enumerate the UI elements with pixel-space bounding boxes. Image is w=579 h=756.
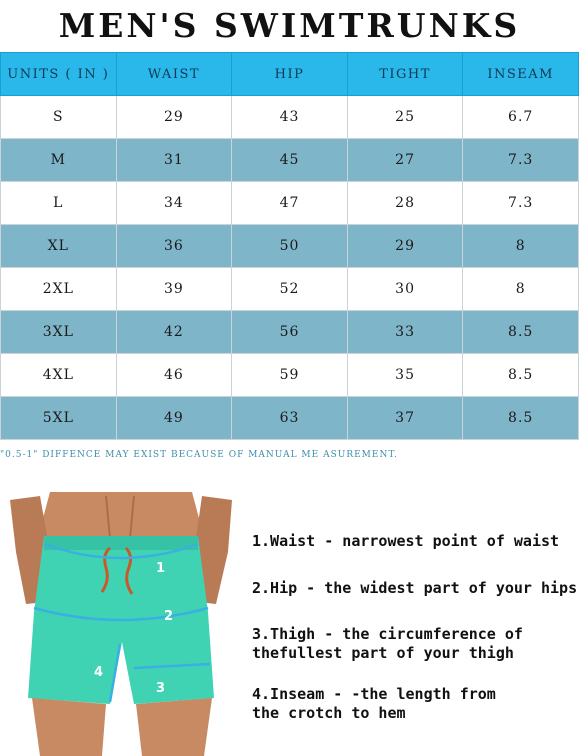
instruction-waist xyxy=(252,532,579,551)
header-tight: TIGHT xyxy=(347,53,463,96)
table-row xyxy=(1,182,579,225)
size-cell: 3XL xyxy=(1,311,117,354)
table-row xyxy=(1,268,579,311)
hip-cell: 59 xyxy=(232,354,348,397)
inseam-cell: 8 xyxy=(463,268,579,311)
hip-cell: 63 xyxy=(232,397,348,440)
table-header-row xyxy=(1,53,579,96)
inseam-cell: 7.3 xyxy=(463,139,579,182)
left-leg xyxy=(32,698,106,756)
instruction-thigh xyxy=(252,625,579,663)
header-inseam: INSEAM xyxy=(463,53,579,96)
waist-cell: 42 xyxy=(116,311,232,354)
page-title: MEN'S SWIMTRUNKS xyxy=(58,6,521,45)
instruction-line: 2.Hip - the widest part of your hips xyxy=(252,579,578,597)
inseam-cell: 8.5 xyxy=(463,311,579,354)
instruction-hip xyxy=(252,579,579,598)
instruction-line: thefullest part of your thigh xyxy=(252,644,514,662)
hip-cell: 45 xyxy=(232,139,348,182)
torso-skin xyxy=(42,492,200,542)
inseam-cell: 6.7 xyxy=(463,96,579,139)
size-cell: L xyxy=(1,182,117,225)
table-row xyxy=(1,354,579,397)
waist-cell: 36 xyxy=(116,225,232,268)
instruction-line: 3.Thigh - the circumference of xyxy=(252,625,523,643)
instruction-line: 1.Waist - narrowest point of waist xyxy=(252,532,560,550)
table-row xyxy=(1,397,579,440)
waist-cell: 46 xyxy=(116,354,232,397)
tight-cell: 29 xyxy=(347,225,463,268)
size-cell: 2XL xyxy=(1,268,117,311)
waist-cell: 39 xyxy=(116,268,232,311)
waist-cell: 49 xyxy=(116,397,232,440)
tight-cell: 33 xyxy=(347,311,463,354)
table-row xyxy=(1,225,579,268)
waist-cell: 34 xyxy=(116,182,232,225)
header-units: UNITS ( IN ) xyxy=(1,53,117,96)
table-row xyxy=(1,311,579,354)
table-row xyxy=(1,96,579,139)
tight-cell: 27 xyxy=(347,139,463,182)
instruction-line: the crotch to hem xyxy=(252,704,406,722)
header-hip: HIP xyxy=(232,53,348,96)
tight-cell: 37 xyxy=(347,397,463,440)
inseam-cell: 8 xyxy=(463,225,579,268)
inseam-cell: 8.5 xyxy=(463,354,579,397)
waist-cell: 29 xyxy=(116,96,232,139)
instruction-line: 4.Inseam - -the length from xyxy=(252,685,496,703)
marker-4: 4 xyxy=(94,665,104,680)
measurement-note: "0.5-1" DIFFENCE MAY EXIST BECAUSE OF MANUAL ME ASUREMENT. xyxy=(0,450,398,460)
hip-cell: 52 xyxy=(232,268,348,311)
marker-3: 3 xyxy=(156,681,166,696)
size-cell: XL xyxy=(1,225,117,268)
inseam-cell: 7.3 xyxy=(463,182,579,225)
hip-cell: 56 xyxy=(232,311,348,354)
size-cell: M xyxy=(1,139,117,182)
size-cell: 4XL xyxy=(1,354,117,397)
hip-cell: 50 xyxy=(232,225,348,268)
table-row xyxy=(1,139,579,182)
waist-cell: 31 xyxy=(116,139,232,182)
size-cell: S xyxy=(1,96,117,139)
tight-cell: 28 xyxy=(347,182,463,225)
size-cell: 5XL xyxy=(1,397,117,440)
tight-cell: 30 xyxy=(347,268,463,311)
swim-trunks-model-image xyxy=(10,492,232,756)
tight-cell: 35 xyxy=(347,354,463,397)
waistband xyxy=(44,536,198,550)
hip-cell: 47 xyxy=(232,182,348,225)
tight-cell: 25 xyxy=(347,96,463,139)
right-leg xyxy=(136,698,212,756)
header-waist: WAIST xyxy=(116,53,232,96)
inseam-cell: 8.5 xyxy=(463,397,579,440)
marker-1: 1 xyxy=(156,561,166,576)
size-chart-table xyxy=(0,52,579,440)
marker-2: 2 xyxy=(164,609,174,624)
hip-cell: 43 xyxy=(232,96,348,139)
instruction-inseam xyxy=(252,685,579,723)
